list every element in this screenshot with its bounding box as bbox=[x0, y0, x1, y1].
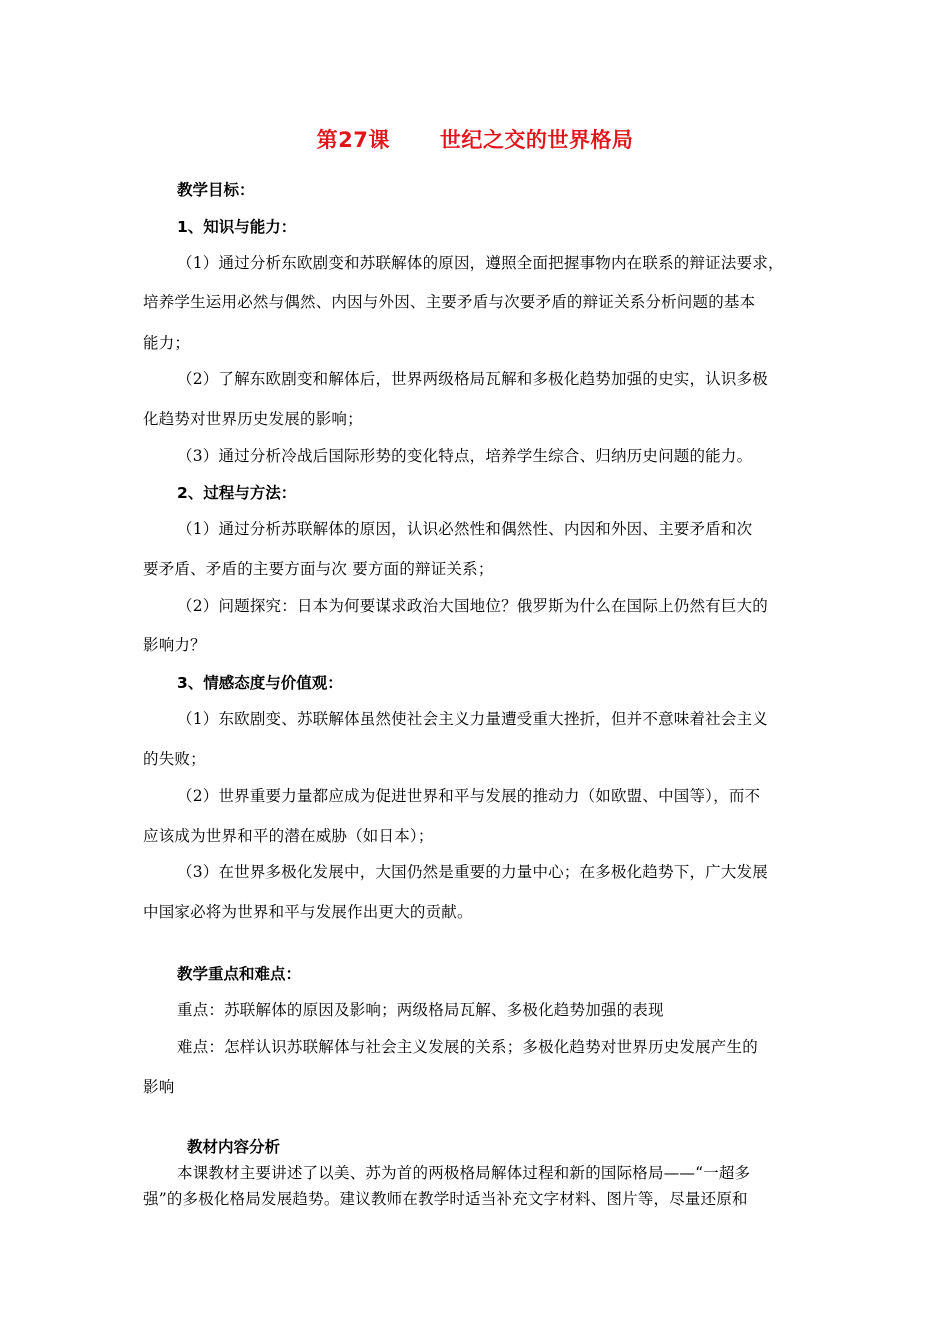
paragraph-line: 能力； bbox=[143, 334, 191, 352]
paragraph-line: （2）了解东欧剧变和解体后，世界两级格局瓦解和多极化趋势加强的史实，认识多极 bbox=[177, 370, 768, 388]
paragraph-line: 应该成为世界和平的潜在威胁（如日本）； bbox=[143, 827, 434, 845]
goals-heading: 教学目标： bbox=[177, 181, 255, 199]
key-heading: 教学重点和难点： bbox=[177, 965, 302, 983]
analysis-heading: 教材内容分析 bbox=[187, 1138, 281, 1156]
paragraph-line: （1）东欧剧变、苏联解体虽然使社会主义力量遭受重大挫折，但并不意味着社会主义 bbox=[177, 710, 768, 728]
emotion-heading: 3、情感态度与价值观： bbox=[177, 674, 343, 692]
paragraph-line: 中国家必将为世界和平与发展作出更大的贡献。 bbox=[143, 903, 473, 921]
difficulty-line: 影响 bbox=[143, 1078, 175, 1096]
lesson-number: 第27课 bbox=[316, 128, 390, 152]
process-heading: 2、过程与方法： bbox=[177, 484, 297, 502]
difficulty-line: 难点：怎样认识苏联解体与社会主义发展的关系；多极化趋势对世界历史发展产生的 bbox=[177, 1038, 758, 1056]
paragraph-line: （1）通过分析苏联解体的原因，认识必然性和偶然性、内因和外因、主要矛盾和次 bbox=[177, 520, 753, 538]
paragraph-line: （2）世界重要力量都应成为促进世界和平与发展的推动力（如欧盟、中国等），而不 bbox=[177, 787, 761, 805]
key-point-line: 重点：苏联解体的原因及影响；两级格局瓦解、多极化趋势加强的表现 bbox=[177, 1001, 664, 1019]
paragraph-line: 培养学生运用必然与偶然、内因与外因、主要矛盾与次要矛盾的辩证关系分析问题的基本 bbox=[143, 293, 756, 311]
knowledge-heading: 1、知识与能力： bbox=[177, 218, 297, 236]
paragraph-line: （1）通过分析东欧剧变和苏联解体的原因，遵照全面把握事物内在联系的辩证法要求， bbox=[177, 254, 784, 272]
paragraph-line: 本课教材主要讲述了以美、苏为首的两极格局解体过程和新的国际格局——“一超多 bbox=[177, 1164, 751, 1182]
paragraph-line: 影响力？ bbox=[143, 636, 206, 654]
paragraph-line: 化趋势对世界历史发展的影响； bbox=[143, 410, 363, 428]
paragraph-line: 要矛盾、矛盾的主要方面与次 要方面的辩证关系； bbox=[143, 560, 494, 578]
paragraph-line: 的失败； bbox=[143, 750, 206, 768]
paragraph-line: （2）问题探究：日本为何要谋求政治大国地位？俄罗斯为什么在国际上仍然有巨大的 bbox=[177, 597, 768, 615]
paragraph-line: 强”的多极化格局发展趋势。建议教师在教学时适当补充文字材料、图片等，尽量还原和 bbox=[143, 1190, 748, 1208]
paragraph-line: （3）在世界多极化发展中，大国仍然是重要的力量中心；在多极化趋势下，广大发展 bbox=[177, 863, 768, 881]
page-title bbox=[0, 124, 950, 154]
lesson-name: 世纪之交的世界格局 bbox=[439, 128, 634, 152]
paragraph-line: （3）通过分析冷战后国际形势的变化特点，培养学生综合、归纳历史问题的能力。 bbox=[177, 447, 753, 465]
